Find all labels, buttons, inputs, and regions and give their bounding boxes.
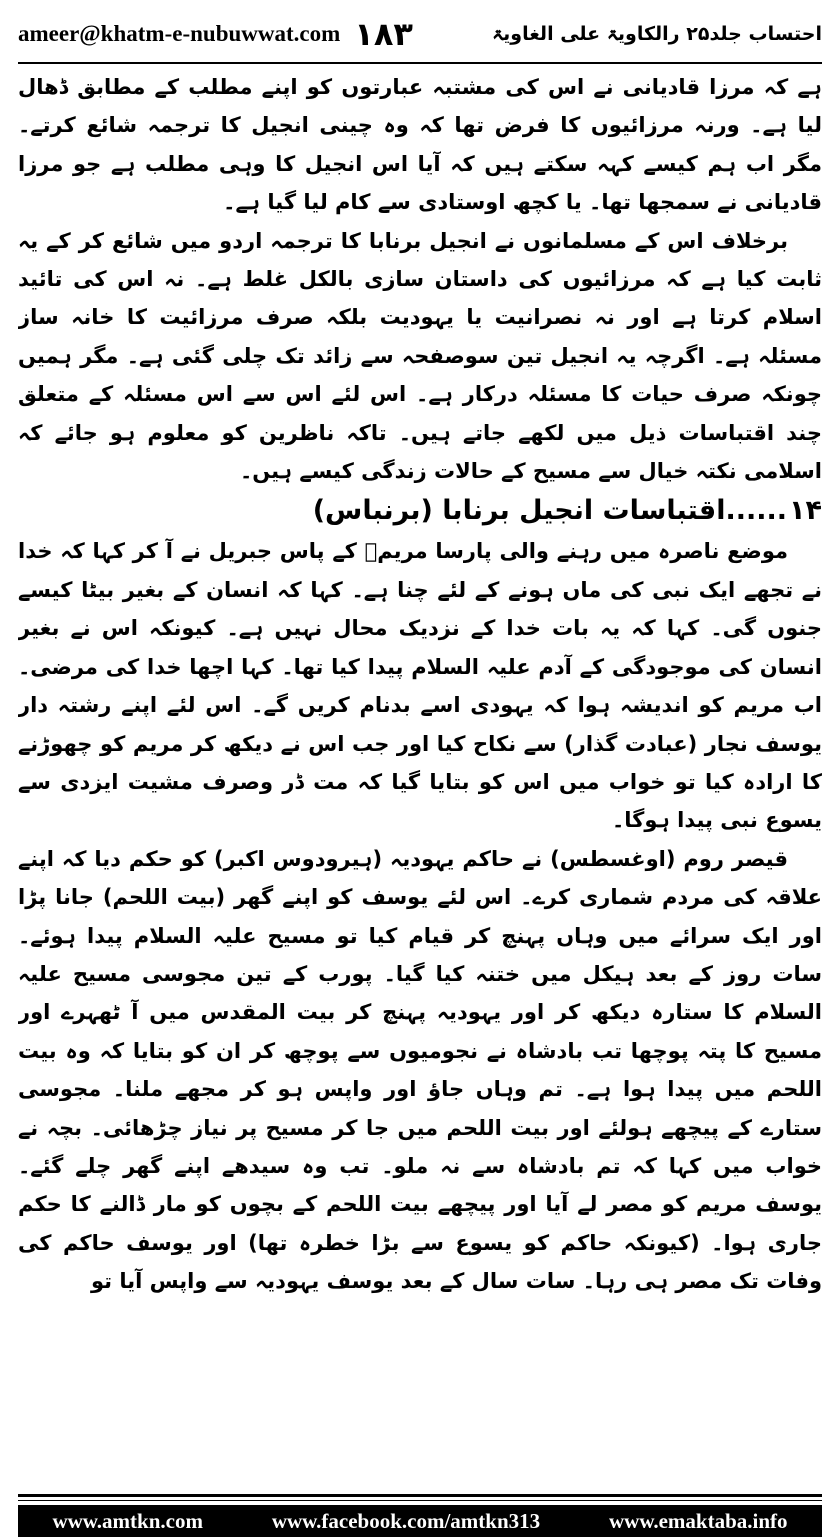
paragraph-4: قیصر روم (اوغسطس) نے حاکم یہودیہ (ہیرودوس اکبر) کو حکم دیا کہ اپنے علاقہ کی مردم شماری کرے۔ اس لئے یوسف کو اپنے گھر (بیت اللحم) جانا پڑا اور ایک سرائے میں وہاں پہنچ کر قیام کیا تو مسیح علیہ السلام پیدا ہوئے۔ سات روز کے بعد ہیکل میں ختنہ کیا گیا۔ پورب کے تین مجوسی مسیح علیہ السلام کا ستارہ دیکھ کر اور یہودیہ پہنچ کر بیت المقدس میں آ ٹھہرے اور مسیح کا پتہ پوچھا تب بادشاہ نے نجومیوں سے پوچھ کر ان کو بتایا کہ وہ بیت اللحم میں پیدا ہوا ہے۔ تم وہاں جاؤ اور واپس ہو کر مجھے ملنا۔ مجوسی ستارے کے پیچھے ہولئے اور بیت اللحم میں جا کر مسیح پر نیاز چڑھائی۔ بچہ نے خواب میں کہا کہ تم بادشاہ سے نہ ملو۔ تب وہ سیدھے اپنے گھر چلے گئے۔ یوسف مریم کو مصر لے آیا اور پیچھے بیت اللحم کے بچوں کو مار ڈالنے کا حکم جاری ہوا۔ (کیونکہ حاکم کو یسوع سے بڑا خطرہ تھا) اور یوسف حاکم کی وفات تک مصر ہی رہا۔ سات سال کے بعد یوسف یہودیہ سے واپس آیا تو bbox=[18, 846, 822, 1294]
header-left bbox=[18, 15, 413, 53]
footer-divider-thin bbox=[18, 1500, 822, 1501]
footer-link-amtkn[interactable]: www.amtkn.com bbox=[52, 1508, 203, 1533]
paragraph-1: ہے کہ مرزا قادیانی نے اس کی مشتبہ عبارتوں کو اپنے مطلب کے مطابق ڈھال لیا ہے۔ ورنہ مرزائیوں کا فرض تھا کہ وہ چینی انجیل کا ترجمہ شائع کرتے۔ مگر اب ہم کیسے کہہ سکتے ہیں کہ آیا اس انجیل کا وہی مطلب ہے جو مرزا قادیانی نے سمجھا تھا۔ یا کچھ اوستادی سے کام لیا گیا ہے۔ bbox=[18, 75, 822, 215]
section-title: ......اقتباسات انجیل برنابا (برنباس) bbox=[312, 495, 788, 527]
page-number: ۱۸۳ bbox=[354, 15, 413, 53]
paragraph-3: موضع ناصرہ میں رہنے والی پارسا مریمؑ کے پاس جبریل نے آ کر کہا کہ خدا نے تجھے ایک نبی کی ماں ہونے کے لئے چنا ہے۔ کہا کہ انسان کے بغیر بیٹا کیسے جنوں گی۔ کہا کہ یہ بات خدا کے نزدیک محال نہیں ہے۔ کیونکہ اس نے بغیر انسان کی موجودگی کے آدم علیہ السلام پیدا کیا تھا۔ کہا اچھا خدا کی مرضی۔ اب مریم کو اندیشہ ہوا کہ یہودی اسے بدنام کریں گے۔ اس لئے اپنے رشتہ دار یوسف نجار (عبادت گذار) سے نکاح کیا اور جب اس نے دیکھ کر مریم کو چھوڑنے کا ارادہ کیا تو خواب میں اس کو بتایا گیا کہ مت ڈر وصرف مشیت ایزدی سے یسوع نبی پیدا ہوگا۔ bbox=[18, 539, 822, 833]
footer-link-facebook[interactable]: www.facebook.com/amtkn313 bbox=[271, 1508, 541, 1533]
section-number: ۱۴ bbox=[789, 495, 822, 527]
section-heading bbox=[18, 490, 822, 532]
page-footer bbox=[18, 1505, 822, 1537]
footer-link-emaktaba[interactable]: www.emaktaba.info bbox=[609, 1508, 788, 1533]
header-email[interactable]: ameer@khatm-e-nubuwwat.com bbox=[18, 21, 341, 46]
page-header bbox=[18, 10, 822, 58]
page-body bbox=[18, 68, 822, 1468]
book-title: احتساب جلد۲۵ رالکاویۃ علی الغاویۃ bbox=[492, 23, 822, 45]
header-divider bbox=[18, 62, 822, 64]
footer-divider-thick bbox=[18, 1494, 822, 1497]
paragraph-2: برخلاف اس کے مسلمانوں نے انجیل برنابا کا ترجمہ اردو میں شائع کر کے یہ ثابت کیا ہے کہ مرزائیوں کی داستان سازی بالکل غلط ہے۔ نہ اس کی تائید اسلام کرتا ہے اور نہ نصرانیت یا یہودیت بلکہ صرف مرزائیت کا خانہ ساز مسئلہ ہے۔ اگرچہ یہ انجیل تین سوصفحہ سے زائد تک چلی گئی ہے۔ مگر ہمیں چونکہ صرف حیات کا مسئلہ درکار ہے۔ اس لئے اس سے اس مسئلہ کے متعلق چند اقتباسات ذیل میں لکھے جاتے ہیں۔ تاکہ ناظرین کو معلوم ہو جائے کہ اسلامی نکتہ خیال سے مسیح کے حالات زندگی کیسے ہیں۔ bbox=[18, 228, 822, 484]
